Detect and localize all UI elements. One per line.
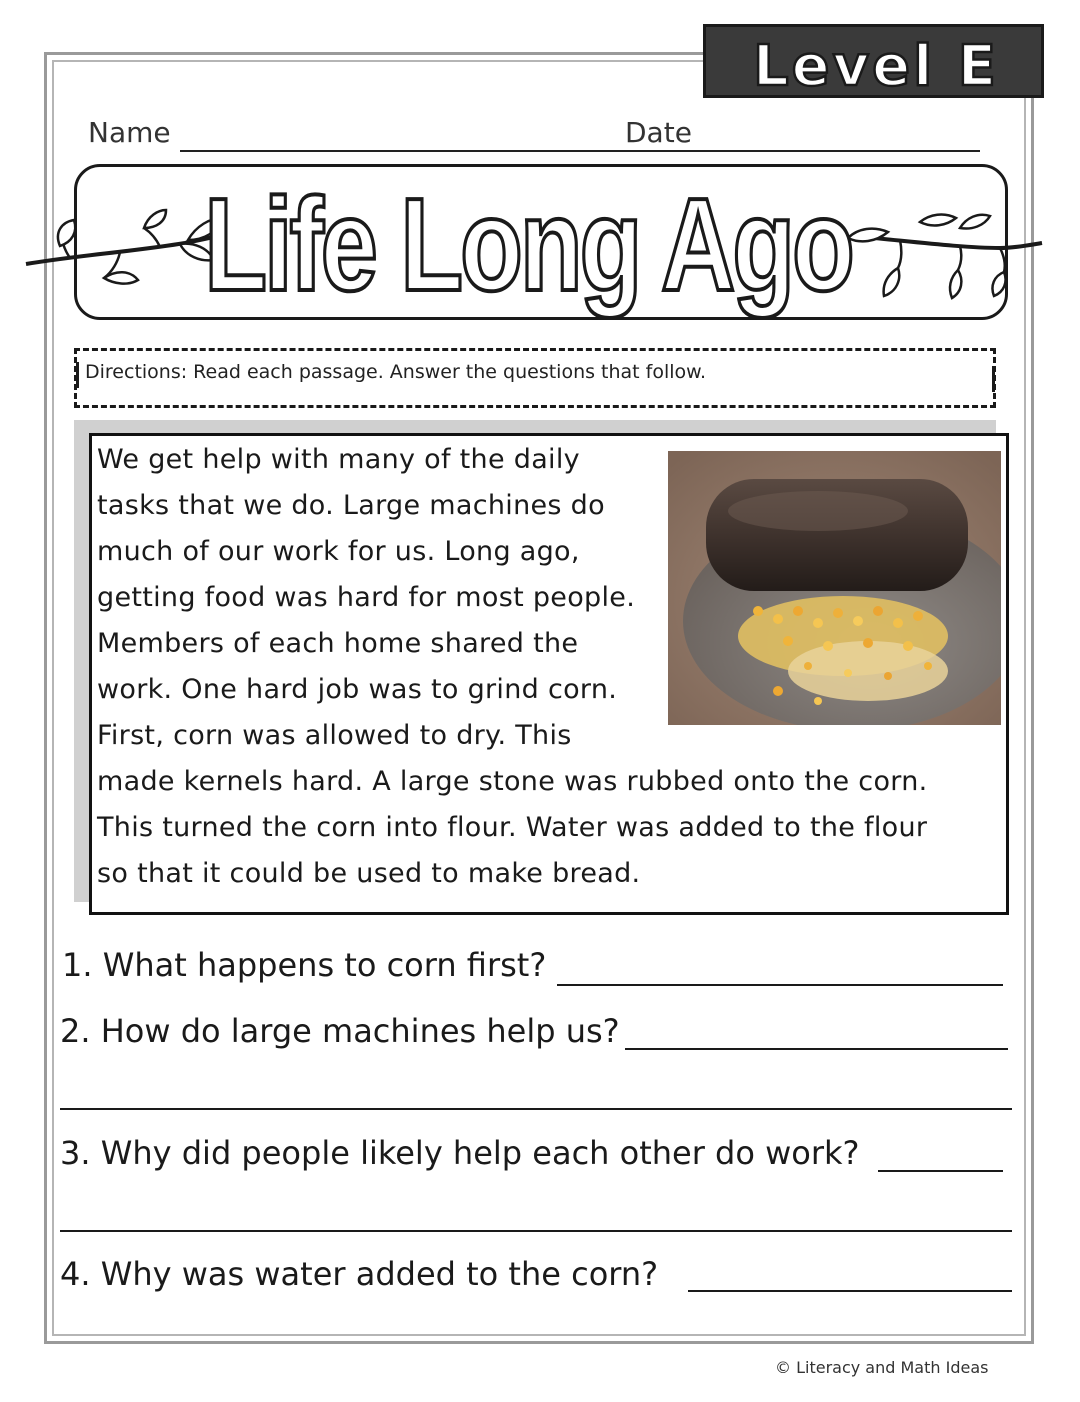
- answer-line-1[interactable]: [557, 984, 1003, 986]
- answer-line-2[interactable]: [625, 1048, 1008, 1050]
- directions-box: [74, 348, 996, 408]
- passage-line: tasks that we do. Large machines do: [97, 490, 605, 521]
- passage-line: so that it could be used to make bread.: [97, 858, 641, 889]
- passage-line: made kernels hard. A large stone was rubbed onto the corn.: [97, 766, 928, 797]
- passage-line: much of our work for us. Long ago,: [97, 536, 580, 567]
- right-branch-icon: [848, 215, 1042, 298]
- answer-line-3[interactable]: [878, 1170, 1003, 1172]
- worksheet-title: Life Long Ago: [204, 171, 852, 319]
- passage-line: getting food was hard for most people.: [97, 582, 636, 613]
- question-4: 4. Why was water added to the corn?: [60, 1255, 659, 1293]
- title-art: [0, 0, 1080, 340]
- date-label: Date: [625, 116, 692, 149]
- copyright-text: © Literacy and Math Ideas: [775, 1358, 989, 1377]
- directions-text: Directions: Read each passage. Answer the questions that follow.: [85, 361, 707, 383]
- passage-line: This turned the corn into flour. Water was added to the flour: [97, 812, 928, 843]
- answer-line-3b[interactable]: [60, 1230, 1012, 1232]
- passage-line: work. One hard job was to grind corn.: [97, 674, 618, 705]
- directions-right-marker: [992, 366, 995, 392]
- question-3: 3. Why did people likely help each other do work?: [60, 1134, 860, 1172]
- grinding-stone-photo: [668, 451, 1001, 725]
- question-2: 2. How do large machines help us?: [60, 1012, 620, 1050]
- passage-line: Members of each home shared the: [97, 628, 579, 659]
- name-label: Name: [88, 116, 171, 149]
- answer-line-2b[interactable]: [60, 1108, 1012, 1110]
- left-branch-icon: [26, 210, 222, 284]
- answer-line-4[interactable]: [688, 1290, 1012, 1292]
- level-badge-text: Level E: [752, 34, 1000, 99]
- passage-line: First, corn was allowed to dry. This: [97, 720, 572, 751]
- question-1: 1. What happens to corn first?: [62, 946, 547, 984]
- passage-line: We get help with many of the daily: [97, 444, 580, 475]
- directions-left-marker: [76, 362, 79, 388]
